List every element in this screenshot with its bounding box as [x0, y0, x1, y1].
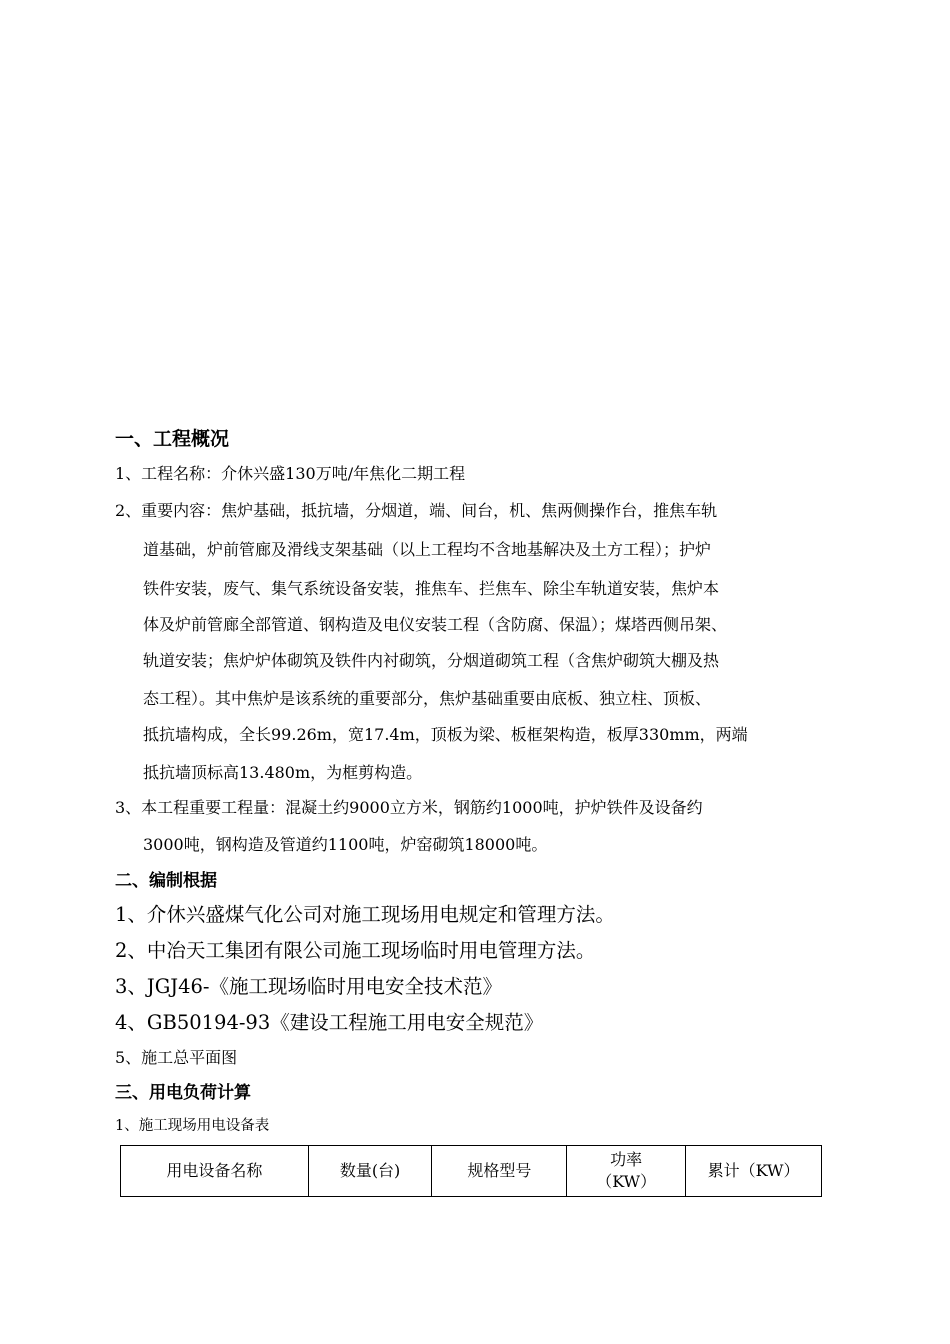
content-line: 态工程）。其中焦炉是该系统的重要部分，焦炉基础重要由底板、独立柱、顶板、: [143, 689, 712, 708]
basis-item: 5、施工总平面图: [115, 1048, 238, 1067]
content-line: 抵抗墙构成，全长99.26m，宽17.4m，顶板为梁、板框架构造，板厚330mm，两端: [143, 725, 748, 744]
quantity-line: 3、本工程重要工程量：混凝土约9000立方米，钢筋约1000吨，护炉铁件及设备约: [115, 798, 703, 817]
content-line: 体及炉前管廊全部管道、钢构造及电仪安装工程（含防腐、保温）；煤塔西侧吊架、: [143, 615, 728, 634]
content-line: 道基础，炉前管廊及滑线支架基础（以上工程均不含地基解决及土方工程）；护炉: [143, 540, 712, 559]
section3-heading: 三、用电负荷计算: [115, 1083, 251, 1103]
basis-item: 3、JGJ46-《施工现场临时用电安全技术范》: [115, 975, 503, 998]
basis-item: 1、介休兴盛煤气化公司对施工现场用电规定和管理方法。: [115, 903, 615, 926]
content-line: 铁件安装，废气、集气系统设备安装，推焦车、拦焦车、除尘车轨道安装，焦炉本: [143, 579, 720, 598]
equipment-table-caption: 1、施工现场用电设备表: [115, 1118, 270, 1134]
equipment-table: [120, 1145, 822, 1197]
basis-item: 4、GB50194-93《建设工程施工用电安全规范》: [115, 1011, 544, 1034]
col-header-power-unit: （KW）: [596, 1172, 657, 1191]
basis-item: 2、中冶天工集团有限公司施工现场临时用电管理方法。: [115, 939, 596, 962]
section1-heading: 一、工程概况: [115, 428, 230, 450]
col-header-quantity: 数量(台): [308, 1146, 432, 1197]
quantity-line: 3000吨，钢构造及管道约1100吨，炉窑砌筑18000吨。: [143, 835, 548, 854]
table-header-row: [121, 1146, 822, 1197]
col-header-device-name: 用电设备名称: [121, 1146, 309, 1197]
col-header-model: 规格型号: [432, 1146, 567, 1197]
project-name: 1、工程名称：介休兴盛130万吨/年焦化二期工程: [115, 464, 466, 483]
col-header-power: [567, 1146, 686, 1197]
content-line: 抵抗墙顶标高13.480m，为框剪构造。: [143, 763, 423, 782]
col-header-total: 累计（KW）: [686, 1146, 822, 1197]
col-header-power-label: 功率: [610, 1150, 643, 1169]
section2-heading: 二、编制根据: [115, 871, 217, 891]
content-line: 2、重要内容：焦炉基础，抵抗墙，分烟道，端、间台，机、焦两侧操作台，推焦车轨: [115, 501, 718, 520]
content-line: 轨道安装；焦炉炉体砌筑及铁件内衬砌筑，分烟道砌筑工程（含焦炉砌筑大棚及热: [143, 651, 720, 670]
